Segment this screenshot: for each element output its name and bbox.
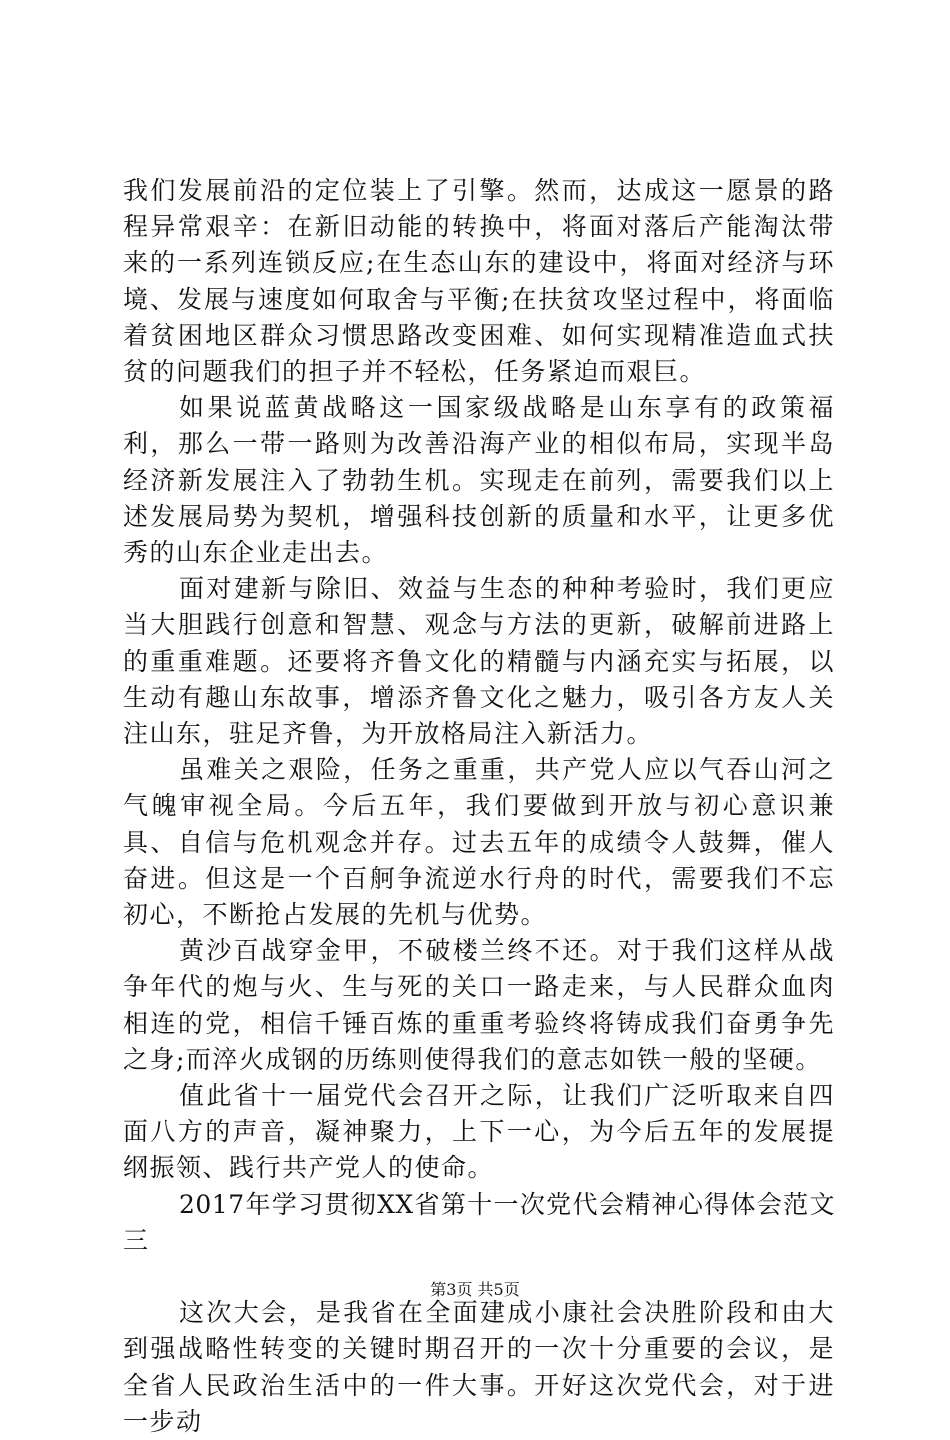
document-body xyxy=(123,173,835,1440)
paragraph-continuation: 我们发展前沿的定位装上了引擎。然而，达成这一愿景的路程异常艰辛：在新旧动能的转换中，将面对落后产能淘汰带来的一系列连锁反应;在生态山东的建设中，将面对经济与环境、发展与速度如何取舍与平衡;在扶贫攻坚过程中，将面临着贫困地区群众习惯思路改变困难、如何实现精准造血式扶贫的问题我们的担子并不轻松，任务紧迫而艰巨。 xyxy=(123,176,835,387)
paragraph-congress: 值此省十一届党代会召开之际，让我们广泛听取来自四面八方的声音，凝神聚力，上下一心，为今后五年的发展提纲振领、践行共产党人的使命。 xyxy=(123,1081,835,1183)
paragraph-blue-yellow-strategy: 如果说蓝黄战略这一国家级战略是山东享有的政策福利，那么一带一路则为改善沿海产业的相似布局，实现半岛经济新发展注入了勃勃生机。实现走在前列，需要我们以上述发展局势为契机，增强科技创新的质量和水平，让更多优秀的山东企业走出去。 xyxy=(123,393,835,568)
paragraph-conference: 这次大会，是我省在全面建成小康社会决胜阶段和由大到强战略性转变的关键时期召开的一次十分重要的会议，是全省人民政治生活中的一件大事。开好这次党代会，对于进一步动 xyxy=(123,1298,835,1436)
paragraph-poem: 黄沙百战穿金甲，不破楼兰终不还。对于我们这样从战争年代的炮与火、生与死的关口一路走来，与人民群众血肉相连的党，相信千锤百炼的重重考验终将铸成我们奋勇争先之身;而淬火成钢的历练则使得我们的意志如铁一般的坚硬。 xyxy=(123,936,835,1074)
paragraph-difficulties: 虽难关之艰险，任务之重重，共产党人应以气吞山河之气魄审视全局。今后五年，我们要做到开放与初心意识兼具、自信与危机观念并存。过去五年的成绩令人鼓舞，催人奋进。但这是一个百舸争流逆水行舟的时代，需要我们不忘初心，不断抢占发展的先机与优势。 xyxy=(123,755,835,930)
section-heading: 2017年学习贯彻XX省第十一次党代会精神心得体会范文三 xyxy=(123,1189,835,1255)
paragraph-new-and-old: 面对建新与除旧、效益与生态的种种考验时，我们更应当大胆践行创意和智慧、观念与方法的更新，破解前进路上的重重难题。还要将齐鲁文化的精髓与内涵充实与拓展，以生动有趣山东故事，增添齐鲁文化之魅力，吸引各方友人关注山东，驻足齐鲁，为开放格局注入新活力。 xyxy=(123,574,835,749)
page-number-footer: 第3页 共5页 xyxy=(430,1280,520,1299)
